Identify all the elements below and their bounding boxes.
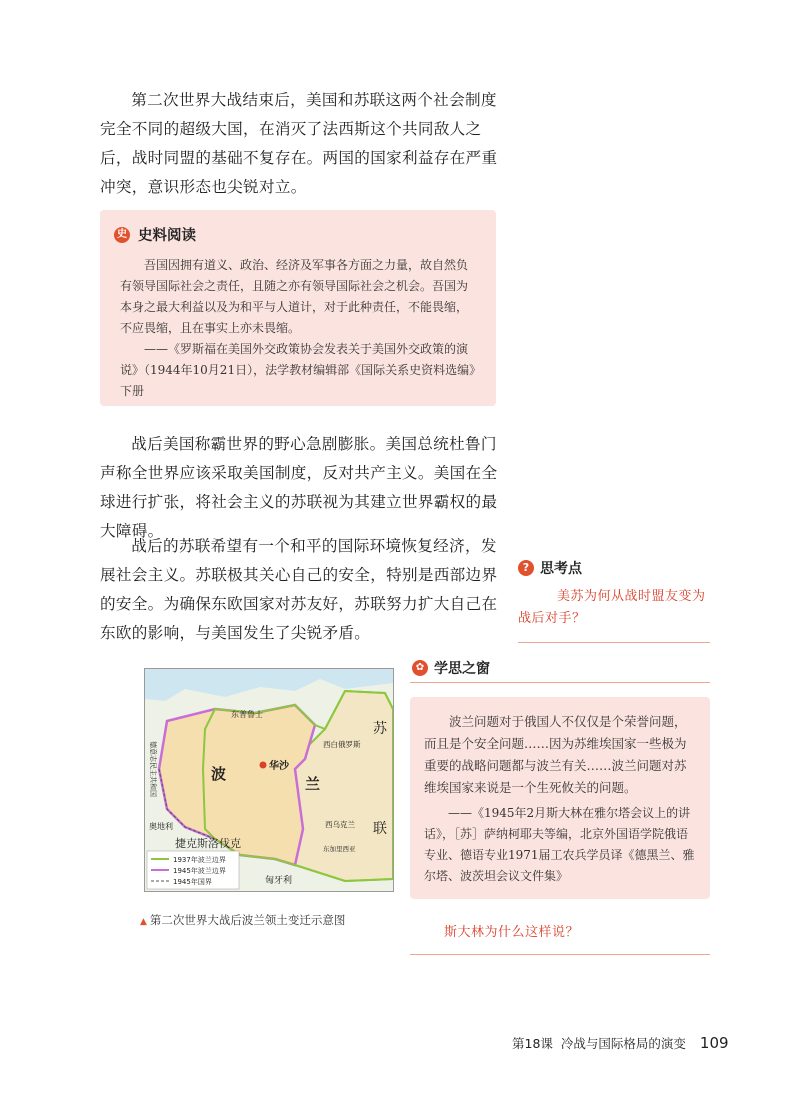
map-caption [140, 912, 345, 928]
paragraph-us-hegemony: 战后美国称霸世界的野心急剧膨胀。美国总统杜鲁门声称全世界应该采取美国制度，反对共产主义。美国在全球进行扩张，将社会主义的苏联视为其建立世界霸权的最大障碍。 [100, 435, 498, 540]
footer-lesson: 第18课 [512, 1036, 553, 1051]
think-point-question: 美苏为何从战时盟友变为战后对手？ [518, 589, 706, 626]
label-su: 苏 [373, 721, 387, 737]
source-reading-title: 史料阅读 [138, 228, 196, 244]
study-window-title: 学思之窗 [434, 661, 490, 677]
warsaw-marker [260, 762, 267, 769]
label-east-prussia: 东普鲁士 [231, 710, 263, 719]
divider [410, 682, 710, 683]
source-reading-quote: 吾国因拥有道义、政治、经济及军事各方面之力量，故自然负有领导国际社会之责任，且随之亦有领导国际社会之机会。吾国为本身之最大利益以及为和平与人道计，对于此种责任，不能畏缩，不应畏缩，且在事实上亦未畏缩。 [120, 258, 469, 335]
paragraph-postwar-conflict: 第二次世界大战结束后，美国和苏联这两个社会制度完全不同的超级大国，在消灭了法西斯这个共同敌人之后，战时同盟的基础不复存在。两国的国家利益存在严重冲突，意识形态也尖锐对立。 [100, 91, 498, 196]
label-lan: 兰 [305, 775, 321, 793]
poland-map [144, 668, 394, 892]
study-window-quote: 波兰问题对于俄国人不仅仅是个荣誉问题，而且是个安全问题……因为苏维埃国家一些极为重要的战略问题都与波兰有关……波兰问题对苏维埃国家来说是一个生死攸关的问题。 [424, 714, 687, 795]
triangle-icon: ▲ [140, 917, 147, 927]
study-window-question: 斯大林为什么这样说？ [444, 925, 580, 940]
legend-1945: 1945年波兰边界 [173, 867, 226, 875]
footer-title: 冷战与国际格局的演变 [560, 1036, 686, 1051]
scroll-icon: 史 [114, 227, 130, 243]
window-icon: ✿ [412, 660, 428, 676]
study-window-header [412, 658, 710, 678]
study-window-content [410, 697, 710, 899]
question-icon: ? [518, 560, 534, 576]
map-caption-text: 第二次世界大战后波兰领土变迁示意图 [149, 913, 346, 927]
poland-map-svg [145, 669, 393, 891]
label-germany: 德意志民主共和国 [149, 741, 157, 797]
source-reading-citation: ——《罗斯福在美国外交政策协会发表关于美国外交政策的演说》（1944年10月21日），法学教材编辑部《国际关系史资料选编》下册 [120, 342, 476, 398]
page-number: 109 [699, 1034, 729, 1052]
label-czech: 捷克斯洛伐克 [175, 837, 241, 850]
source-reading-header [114, 224, 480, 245]
study-window-citation: ——《1945年2月斯大林在雅尔塔会议上的讲话》，［苏］萨纳柯耶夫等编，北京外国语学院俄语专业、德语专业1971届工农兵学员译《德黑兰、雅尔塔、波茨坦会议文件集》 [424, 806, 695, 883]
think-point-box [518, 558, 710, 643]
page-footer [512, 1034, 729, 1052]
label-austria: 奥地利 [149, 822, 173, 831]
label-hungary: 匈牙利 [265, 876, 293, 886]
paragraph-soviet-security: 战后的苏联希望有一个和平的国际环境恢复经济，发展社会主义。苏联极其关心自己的安全，特别是西部边界的安全。为确保东欧国家对苏友好，苏联努力扩大自己在东欧的影响，与美国发生了尖锐矛盾。 [100, 537, 498, 642]
think-point-title: 思考点 [540, 561, 582, 577]
label-west-belarus: 西白俄罗斯 [323, 740, 361, 749]
source-reading-box [100, 210, 496, 406]
legend-national: 1945年国界 [173, 878, 212, 886]
label-east-galicia: 东加里西亚 [323, 845, 356, 853]
study-window-box [410, 658, 710, 955]
think-point-header [518, 558, 710, 578]
divider [518, 642, 710, 643]
label-west-ukraine: 西乌克兰 [325, 820, 355, 829]
label-warsaw: 华沙 [269, 761, 289, 772]
label-bo: 波 [211, 765, 227, 783]
label-lian: 联 [373, 821, 387, 837]
divider [410, 954, 710, 955]
legend-1937: 1937年波兰边界 [173, 856, 226, 864]
